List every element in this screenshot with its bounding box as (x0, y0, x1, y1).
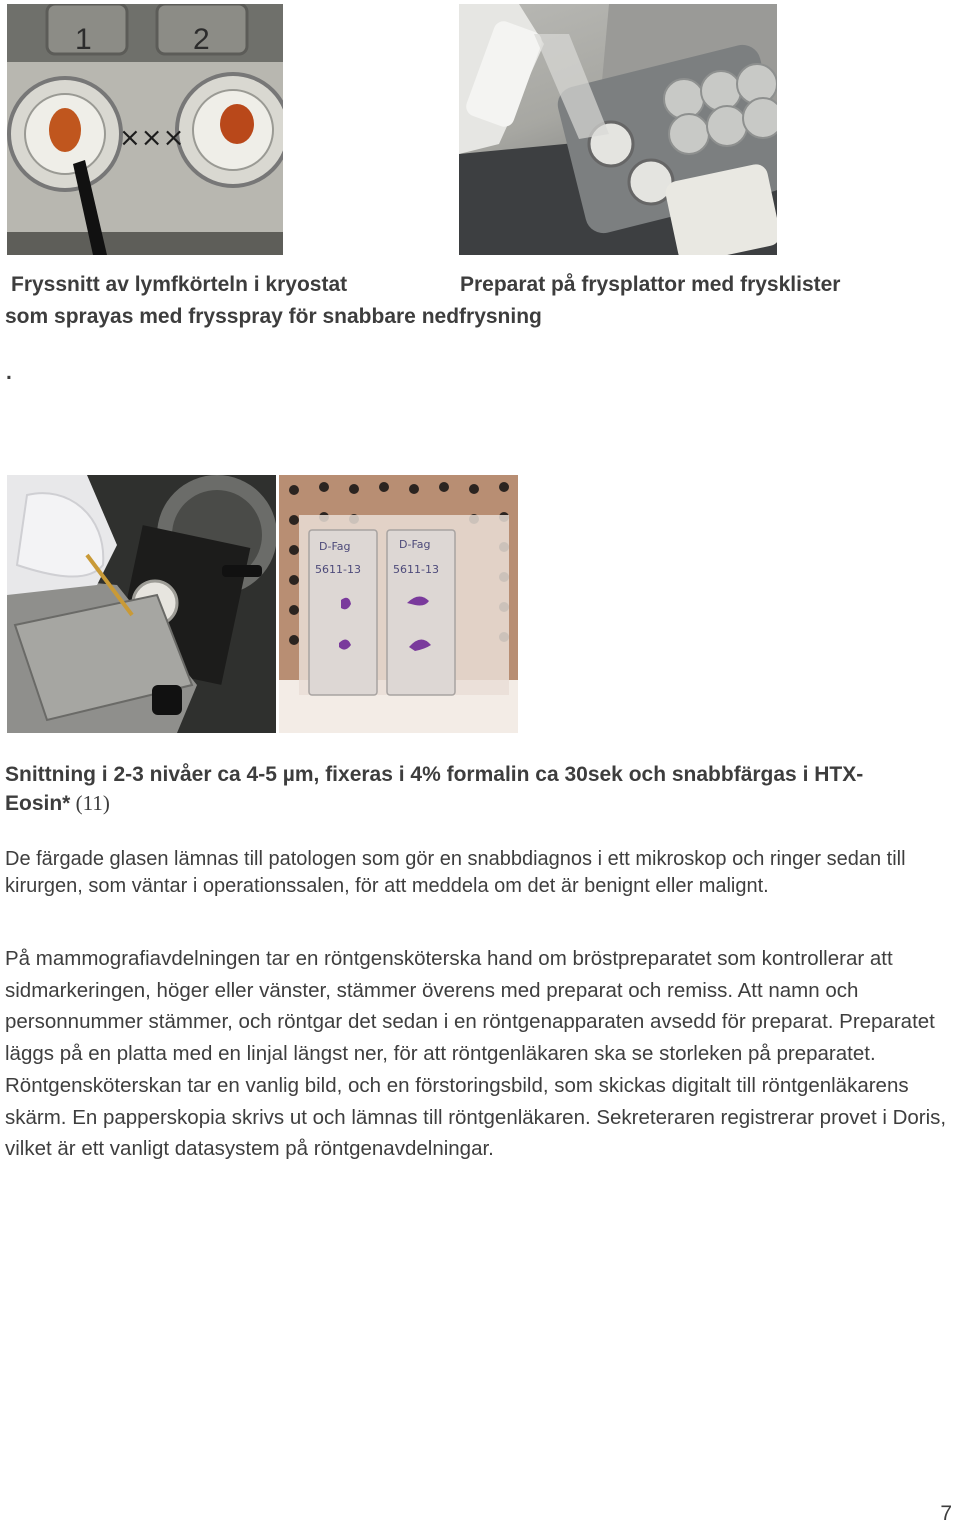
stained-slides-illustration (279, 475, 518, 733)
cryostat-photo (7, 4, 283, 255)
heading-reference: (11) (70, 791, 110, 815)
photo2-caption: Preparat på frysplattor med frysklister (460, 273, 841, 296)
heading-line-1: Snittning i 2-3 nivåer ca 4-5 µm, fixeras i 4% formalin ca 30sek och snabbfärgas i HTX- (5, 763, 864, 786)
freeze-spray-illustration (459, 4, 777, 255)
section-heading (5, 761, 955, 818)
heading-line-2: Eosin* (5, 792, 71, 815)
freeze-spray-photo (459, 4, 777, 255)
slide-right-id: 5611-13 (393, 563, 439, 576)
page-number: 7 (940, 1502, 952, 1525)
marker-crosses: ××× (119, 123, 185, 153)
slide-left-id: 5611-13 (315, 563, 361, 576)
microtome-illustration (7, 475, 276, 733)
paragraph-pathologist: De färgade glasen lämnas till patologen som gör en snabbdiagnos i ett mikroskop och ringer sedan till kirurgen, som väntar i operationssalen, för att meddela om det är benignt eller malignt. (5, 848, 906, 897)
stained-slides-photo (279, 475, 518, 733)
caption-continuation: som sprayas med frysspray för snabbare nedfrysning (5, 305, 542, 328)
photo1-caption: Fryssnitt av lymfkörteln i kryostat (11, 273, 348, 296)
caption-dot: . (6, 361, 12, 384)
slide-right-label: D-Fag (399, 538, 431, 551)
position-label-2: 2 (193, 23, 210, 56)
slide-left-label: D-Fag (319, 540, 351, 553)
paragraph-mammography: På mammografiavdelningen tar en röntgensköterska hand om bröstpreparatet som kontrollerar att sidmarkeringen, höger eller vänster, stämmer överens med preparat och remiss. Att namn och personnummer stämmer, och röntgar det sedan i en röntgenapparaten avsedd för preparat. Preparatet läggs på en platta med en linjal längst ner, för att röntgenläkaren ska se storleken på preparatet. Röntgensköterskan tar en vanlig bild, och en förstoringsbild, som skickas digitalt till röntgenläkarens skärm. En papperskopia skrivs ut och lämnas till röntgenläkaren. Sekreteraren registrerar provet i Doris, vilket är ett vanligt datasystem på röntgenavdelningar. (5, 947, 947, 1161)
microtome-photo (7, 475, 276, 733)
cryostat-illustration (7, 4, 283, 255)
position-label-1: 1 (75, 23, 92, 56)
